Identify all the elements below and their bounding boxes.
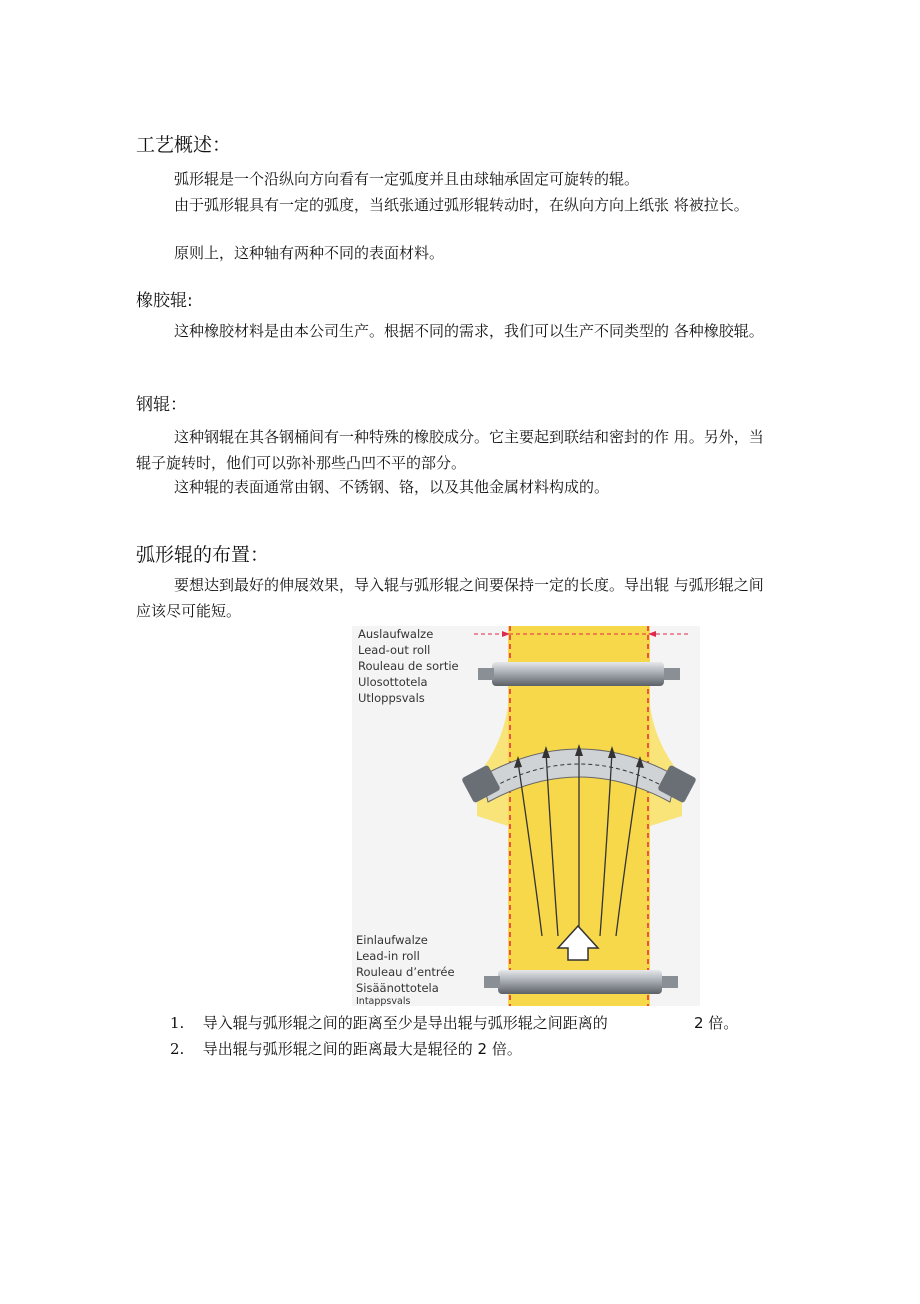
lead-out-roll [478, 662, 680, 686]
list-item-1 [170, 1012, 770, 1033]
lead-in-roll-shaft-right [662, 976, 678, 988]
lead-in-roll-body [498, 970, 662, 994]
lead-out-label-fr: Rouleau de sortie [358, 659, 459, 673]
lead-in-label-fr: Rouleau d’entrée [356, 965, 455, 979]
section-heading-rubber: 橡胶辊: [136, 291, 193, 311]
lead-in-label-de: Einlaufwalze [356, 933, 428, 947]
lead-out-roll-shaft-left [478, 668, 494, 680]
steel-paragraph-1: 这种钢辊在其各钢桶间有一种特殊的橡胶成分。它主要起到联结和密封的作 用。另外，当辊子旋转时，他们可以弥补那些凸凹不平的部分。 [136, 428, 764, 472]
list-text: 导入辊与弧形辊之间的距离至少是导出辊与弧形辊之间距离的 [202, 1014, 608, 1032]
lead-out-label-en: Lead-out roll [358, 643, 431, 657]
lead-in-label-fi: Sisäänottotela [356, 981, 439, 995]
bow-roll-arrangement-figure [352, 626, 700, 1006]
lead-out-roll-body [492, 662, 664, 686]
list-number: 2. [170, 1040, 185, 1058]
lead-out-label-fi: Ulosottotela [358, 675, 428, 689]
figure-diagram [352, 626, 700, 1006]
lead-out-roll-shaft-right [664, 668, 680, 680]
section-heading-overview: 工艺概述： [136, 134, 232, 156]
list-item-2 [170, 1038, 522, 1059]
overview-paragraph-2: 由于弧形辊具有一定的弧度，当纸张通过弧形辊转动时，在纵向方向上纸张 将被拉长。 [174, 196, 749, 214]
section-heading-layout: 弧形辊的布置： [136, 544, 270, 566]
layout-paragraph-1: 要想达到最好的伸展效果，导入辊与弧形辊之间要保持一定的长度。导出辊 与弧形辊之间应该尽可能短。 [136, 576, 764, 620]
overview-paragraph-3: 原则上，这种轴有两种不同的表面材料。 [174, 244, 445, 262]
lead-in-roll-shaft-left [484, 976, 500, 988]
list-text: 导出辊与弧形辊之间的距离最大是辊径的 2 倍。 [202, 1040, 522, 1058]
steel-paragraph-2: 这种辊的表面通常由钢、不锈钢、铬，以及其他金属材料构成的。 [174, 478, 610, 496]
lead-in-label-en: Lead-in roll [356, 949, 420, 963]
list-number: 1. [170, 1014, 185, 1032]
overview-paragraph-1: 弧形辊是一个沿纵向方向看有一定弧度并且由球轴承固定可旋转的辊。 [174, 170, 640, 188]
lead-out-label-sv: Utloppsvals [358, 691, 425, 705]
list-text-tail: 2 倍。 [694, 1014, 739, 1032]
section-heading-steel: 钢辊： [136, 395, 187, 415]
lead-in-roll [484, 970, 678, 994]
lead-out-label-de: Auslaufwalze [358, 627, 434, 641]
lead-in-label-sv: Intappsvals [356, 996, 411, 1006]
rubber-paragraph-1: 这种橡胶材料是由本公司生产。根据不同的需求，我们可以生产不同类型的 各种橡胶辊。 [174, 322, 764, 340]
